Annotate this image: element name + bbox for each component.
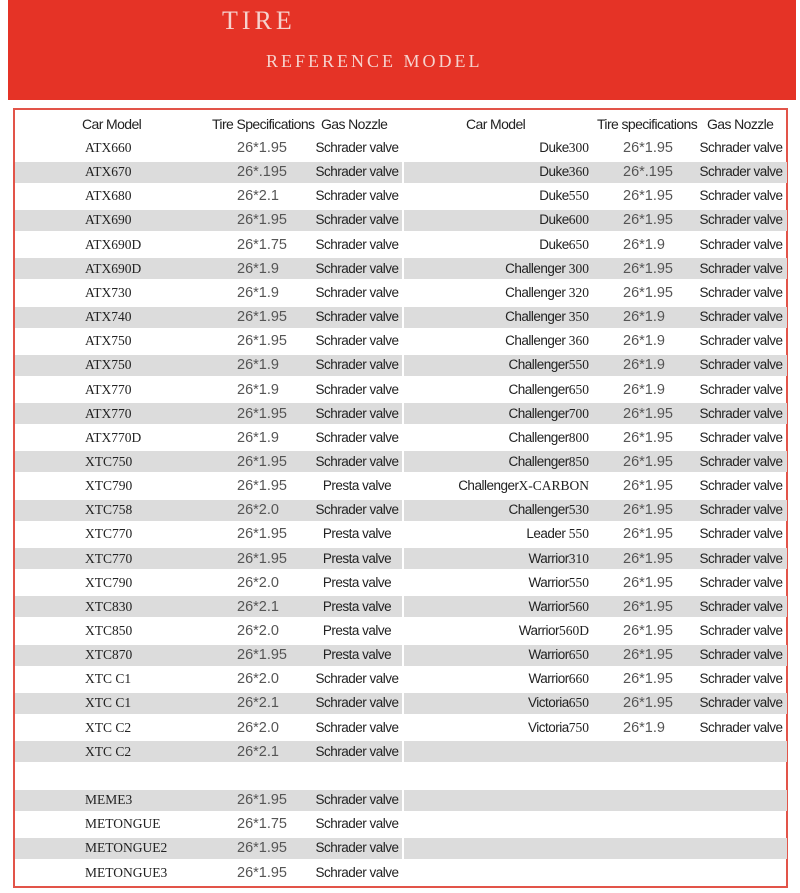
model-name: Warrior [528, 647, 569, 663]
table-row [403, 595, 788, 619]
model-number: 850 [568, 453, 589, 469]
table-row [403, 740, 788, 764]
gas-nozzle: Schrader valve [699, 212, 783, 228]
tire-spec: 26*1.95 [623, 260, 673, 277]
tire-spec: 26*1.95 [237, 333, 287, 350]
table-header-left [15, 112, 403, 136]
tire-spec: 26*1.95 [237, 840, 287, 857]
tire-spec: 26*1.95 [237, 453, 287, 470]
model-name: Challenger [508, 405, 569, 421]
model-number: 600 [568, 212, 589, 228]
car-model: ATX690D [85, 260, 142, 276]
table-row [15, 498, 403, 522]
table-row [403, 136, 788, 160]
table-row [403, 184, 788, 208]
table-row [15, 160, 403, 184]
model-number: 800 [568, 429, 589, 445]
table-row [15, 667, 403, 691]
model-name: Duke [539, 140, 569, 155]
table-row [15, 450, 403, 474]
car-model: XTC C1 [85, 695, 132, 711]
tire-spec: 26*2.0 [237, 719, 279, 736]
gas-nozzle: Schrader valve [699, 357, 783, 373]
table-row [403, 402, 788, 426]
table-row [403, 691, 788, 715]
header-gas-nozzle: Gas Nozzle [321, 116, 388, 132]
car-model [403, 353, 589, 377]
model-name: Warrior [528, 550, 569, 566]
tire-spec: 26*.195 [623, 164, 673, 181]
car-model [403, 160, 589, 184]
header-tire-spec: Tire Specifications [212, 116, 315, 132]
tire-spec: 26*2.1 [237, 743, 279, 760]
gas-nozzle: Schrader valve [699, 598, 783, 614]
model-name: Challenger [505, 284, 566, 300]
car-model [403, 257, 589, 281]
tire-spec: 26*2.0 [237, 502, 279, 519]
gas-nozzle: Schrader valve [699, 671, 783, 687]
car-model [403, 378, 589, 402]
model-number: 300 [568, 140, 589, 155]
table-row [403, 305, 788, 329]
tire-spec: 26*1.9 [237, 357, 279, 374]
model-number: 550 [568, 574, 589, 590]
model-name: Leader [526, 526, 566, 542]
car-model: XTC C2 [85, 743, 132, 759]
car-model [403, 619, 589, 643]
gas-nozzle: Schrader valve [699, 574, 783, 590]
model-number: 650 [568, 236, 589, 252]
model-number: 550 [568, 188, 589, 204]
car-model: ATX730 [85, 284, 132, 300]
model-name: Challenger [508, 453, 569, 469]
gas-nozzle: Schrader valve [315, 284, 399, 300]
table-row [15, 740, 403, 764]
tire-spec: 26*1.95 [623, 647, 673, 664]
model-name: Challenger [505, 309, 566, 324]
table-row [403, 522, 788, 546]
model-number: 750 [568, 719, 589, 735]
gas-nozzle: Presta valve [322, 623, 392, 638]
gas-nozzle: Schrader valve [315, 453, 399, 469]
table-row [403, 450, 788, 474]
table-row [403, 619, 788, 643]
model-number: 350 [565, 309, 589, 324]
tire-spec: 26*1.95 [623, 574, 673, 591]
model-name: Challenger [508, 429, 569, 445]
model-number: 360 [568, 164, 589, 180]
gas-nozzle: Schrader valve [699, 405, 783, 421]
gas-nozzle: Schrader valve [699, 623, 783, 638]
tire-spec: 26*1.95 [623, 478, 673, 495]
model-number: 360 [565, 333, 589, 349]
car-model [403, 426, 589, 450]
car-model: METONGUE [85, 816, 161, 832]
model-number: 650 [568, 695, 589, 711]
car-model: ATX680 [85, 188, 132, 204]
model-name: Victoria [527, 719, 569, 735]
gas-nozzle: Presta valve [322, 647, 392, 663]
gas-nozzle: Presta valve [322, 550, 392, 566]
gas-nozzle: Schrader valve [315, 695, 399, 711]
tire-spec: 26*1.95 [237, 405, 287, 422]
table-row [403, 208, 788, 232]
car-model: XTC870 [85, 647, 133, 663]
model-name: Duke [539, 188, 569, 204]
table-row [15, 571, 403, 595]
table-row [15, 691, 403, 715]
model-number: 300 [565, 260, 589, 276]
gas-nozzle: Schrader valve [315, 743, 399, 759]
model-name: Duke [539, 164, 569, 180]
car-model: XTC750 [85, 453, 133, 469]
car-model: XTC758 [85, 502, 133, 518]
tire-spec: 26*2.1 [237, 598, 279, 615]
car-model [403, 522, 589, 546]
car-model [403, 450, 589, 474]
table-row [403, 160, 788, 184]
table-row [15, 136, 403, 160]
model-name: Warrior [518, 623, 559, 638]
banner-title: TIRE [222, 6, 296, 35]
tire-spec: 26*1.95 [623, 212, 673, 229]
gas-nozzle: Schrader valve [315, 236, 399, 252]
gas-nozzle: Schrader valve [315, 502, 399, 518]
gas-nozzle: Schrader valve [699, 236, 783, 252]
tire-spec: 26*1.9 [237, 381, 279, 398]
table-row [403, 764, 788, 788]
car-model: ATX670 [85, 164, 132, 180]
tire-spec: 26*1.9 [623, 381, 665, 398]
tire-spec: 26*1.95 [237, 526, 287, 543]
gas-nozzle: Schrader valve [699, 333, 783, 349]
gas-nozzle: Schrader valve [699, 309, 783, 324]
tire-spec: 26*1.9 [237, 260, 279, 277]
car-model [403, 643, 589, 667]
tire-spec: 26*1.95 [237, 478, 287, 495]
gas-nozzle: Schrader valve [699, 188, 783, 204]
table-row [15, 184, 403, 208]
model-name: Challenger [458, 478, 519, 494]
car-model: XTC770 [85, 526, 133, 542]
table-row [15, 305, 403, 329]
table-row [15, 353, 403, 377]
car-model: ATX750 [85, 333, 132, 349]
car-model [403, 305, 589, 329]
model-number: 560D [559, 623, 589, 638]
car-model [403, 402, 589, 426]
gas-nozzle: Schrader valve [699, 260, 783, 276]
tire-spec: 26*1.95 [237, 309, 287, 325]
gas-nozzle: Schrader valve [699, 647, 783, 663]
table-row [403, 378, 788, 402]
tire-spec: 26*1.9 [623, 236, 665, 253]
tire-spec: 26*1.75 [237, 236, 287, 253]
tire-spec: 26*1.95 [623, 188, 673, 205]
tire-spec: 26*2.1 [237, 695, 279, 712]
table-row [15, 547, 403, 571]
gas-nozzle: Schrader valve [315, 840, 399, 856]
gas-nozzle: Schrader valve [699, 164, 783, 180]
car-model: ATX770 [85, 405, 132, 421]
car-model: METONGUE3 [85, 864, 168, 880]
tire-spec: 26*1.95 [623, 140, 673, 156]
gas-nozzle: Schrader valve [315, 188, 399, 204]
tire-spec: 26*1.95 [623, 550, 673, 567]
table-row [15, 474, 403, 498]
table-row [15, 861, 403, 885]
model-name: Warrior [528, 671, 569, 687]
table-row [15, 257, 403, 281]
car-model: ATX750 [85, 357, 132, 373]
car-model [403, 233, 589, 257]
car-model [403, 184, 589, 208]
car-model [403, 691, 589, 715]
model-name: Challenger [508, 357, 569, 373]
table-row [15, 764, 403, 788]
table-row [15, 812, 403, 836]
car-model: ATX770D [85, 429, 142, 445]
gas-nozzle: Schrader valve [315, 671, 399, 687]
gas-nozzle: Presta valve [322, 574, 392, 590]
table-row [15, 619, 403, 643]
table-row [15, 643, 403, 667]
tire-spec: 26*2.0 [237, 574, 279, 591]
table-row [403, 667, 788, 691]
car-model [403, 208, 589, 232]
model-number: 530 [568, 502, 589, 518]
table-row [15, 595, 403, 619]
gas-nozzle: Schrader valve [699, 453, 783, 469]
table-row [403, 812, 788, 836]
car-model: XTC850 [85, 623, 133, 638]
car-model: ATX660 [85, 140, 132, 155]
table-row [15, 716, 403, 740]
table-row [403, 281, 788, 305]
car-model: ATX690 [85, 212, 132, 228]
header-banner [8, 0, 796, 100]
gas-nozzle: Schrader valve [315, 719, 399, 735]
car-model: ATX690D [85, 236, 142, 252]
gas-nozzle: Schrader valve [315, 212, 399, 228]
table-row [15, 281, 403, 305]
model-number: 660 [568, 671, 589, 687]
model-name: Warrior [528, 574, 569, 590]
tire-spec: 26*2.0 [237, 623, 279, 639]
gas-nozzle: Schrader valve [699, 284, 783, 300]
gas-nozzle: Schrader valve [315, 333, 399, 349]
tire-spec: 26*1.95 [237, 140, 287, 156]
tire-spec: 26*1.95 [623, 284, 673, 301]
car-model: XTC790 [85, 574, 133, 590]
gas-nozzle: Schrader valve [699, 478, 783, 494]
table-row [15, 426, 403, 450]
gas-nozzle: Schrader valve [315, 405, 399, 421]
gas-nozzle: Schrader valve [699, 381, 783, 397]
model-number: 650 [568, 647, 589, 663]
table-row [403, 498, 788, 522]
gas-nozzle: Schrader valve [315, 864, 399, 880]
table-header-right [403, 112, 788, 136]
table-row [403, 547, 788, 571]
model-name: Challenger [505, 333, 566, 349]
car-model [403, 716, 589, 740]
gas-nozzle: Schrader valve [315, 816, 399, 832]
header-gas-nozzle: Gas Nozzle [707, 116, 774, 132]
car-model: XTC C1 [85, 671, 132, 687]
tire-spec: 26*1.95 [237, 864, 287, 881]
tire-spec: 26*1.9 [623, 333, 665, 350]
car-model: XTC790 [85, 478, 133, 494]
gas-nozzle: Schrader valve [315, 357, 399, 373]
car-model: XTC C2 [85, 719, 132, 735]
car-model: MEME3 [85, 792, 133, 807]
tire-spec: 26*1.95 [623, 405, 673, 422]
table-row [15, 836, 403, 860]
table-row [15, 208, 403, 232]
header-car-model: Car Model [82, 116, 142, 132]
gas-nozzle: Schrader valve [315, 260, 399, 276]
car-model [403, 595, 589, 619]
gas-nozzle: Schrader valve [315, 309, 399, 324]
model-number: 310 [568, 550, 589, 566]
gas-nozzle: Schrader valve [315, 140, 399, 155]
model-number: 320 [565, 284, 589, 300]
tire-spec: 26*1.95 [237, 550, 287, 567]
model-name: Challenger [508, 502, 569, 518]
model-number: X-CARBON [518, 478, 589, 494]
tire-spec: 26*1.95 [237, 212, 287, 229]
gas-nozzle: Schrader valve [699, 719, 783, 735]
car-model: METONGUE2 [85, 840, 168, 856]
table-row [403, 836, 788, 860]
gas-nozzle: Schrader valve [699, 502, 783, 518]
table-row [15, 329, 403, 353]
tire-spec: 26*1.95 [623, 671, 673, 688]
table-row [403, 474, 788, 498]
table-row [15, 378, 403, 402]
tire-spec: 26*2.1 [237, 188, 279, 205]
gas-nozzle: Presta valve [322, 598, 392, 614]
model-name: Challenger [505, 260, 566, 276]
car-model: ATX770 [85, 381, 132, 397]
model-name: Victoria [527, 695, 569, 711]
gas-nozzle: Schrader valve [315, 164, 399, 180]
table-row [403, 233, 788, 257]
table-row [15, 402, 403, 426]
car-model: XTC830 [85, 598, 133, 614]
header-car-model: Car Model [466, 116, 526, 132]
tire-spec: 26*1.95 [237, 647, 287, 664]
table-row [15, 233, 403, 257]
gas-nozzle: Schrader valve [699, 140, 783, 155]
model-name: Warrior [528, 598, 569, 614]
tire-spec: 26*1.9 [237, 429, 279, 446]
table-row [403, 788, 788, 812]
tire-spec: 26*1.9 [623, 719, 665, 736]
car-model [403, 136, 589, 160]
table-row [403, 353, 788, 377]
table-row [403, 329, 788, 353]
model-number: 550 [565, 526, 589, 542]
car-model [403, 329, 589, 353]
model-number: 550 [568, 357, 589, 373]
header-tire-spec: Tire specifications [597, 116, 698, 132]
car-model [403, 474, 589, 498]
tire-spec: 26*1.95 [623, 526, 673, 543]
tire-spec: 26*1.75 [237, 816, 287, 833]
tire-spec: 26*1.95 [623, 502, 673, 519]
table-row [403, 426, 788, 450]
table-row [403, 643, 788, 667]
car-model: ATX740 [85, 309, 132, 324]
gas-nozzle: Schrader valve [699, 550, 783, 566]
car-model [403, 571, 589, 595]
tire-spec: 26*1.95 [623, 453, 673, 470]
gas-nozzle: Presta valve [322, 478, 392, 494]
banner-subtitle: REFERENCE MODEL [266, 51, 483, 71]
model-name: Duke [539, 236, 569, 252]
gas-nozzle: Schrader valve [315, 792, 399, 807]
gas-nozzle: Schrader valve [699, 526, 783, 542]
model-number: 700 [568, 405, 589, 421]
tire-spec: 26*1.9 [623, 357, 665, 374]
gas-nozzle: Schrader valve [699, 429, 783, 445]
tire-spec: 26*1.95 [623, 695, 673, 712]
car-model: XTC770 [85, 550, 133, 566]
tire-spec: 26*1.9 [623, 309, 665, 325]
car-model [403, 667, 589, 691]
car-model [403, 281, 589, 305]
car-model [403, 498, 589, 522]
model-name: Duke [539, 212, 569, 228]
gas-nozzle: Presta valve [322, 526, 392, 542]
tire-spec: 26*1.9 [237, 284, 279, 301]
gas-nozzle: Schrader valve [699, 695, 783, 711]
model-number: 560 [568, 598, 589, 614]
gas-nozzle: Schrader valve [315, 381, 399, 397]
tire-spec: 26*1.95 [623, 429, 673, 446]
table-row [403, 716, 788, 740]
table-row [403, 571, 788, 595]
tire-spec: 26*1.95 [623, 623, 673, 639]
model-number: 650 [568, 381, 589, 397]
table-row [403, 257, 788, 281]
tire-spec: 26*1.95 [623, 598, 673, 615]
table-row [15, 788, 403, 812]
car-model [403, 547, 589, 571]
gas-nozzle: Schrader valve [315, 429, 399, 445]
table-row [15, 522, 403, 546]
tire-spec: 26*.195 [237, 164, 287, 181]
tire-spec: 26*2.0 [237, 671, 279, 688]
table-row [403, 861, 788, 885]
model-name: Challenger [508, 381, 569, 397]
tire-spec: 26*1.95 [237, 792, 287, 808]
